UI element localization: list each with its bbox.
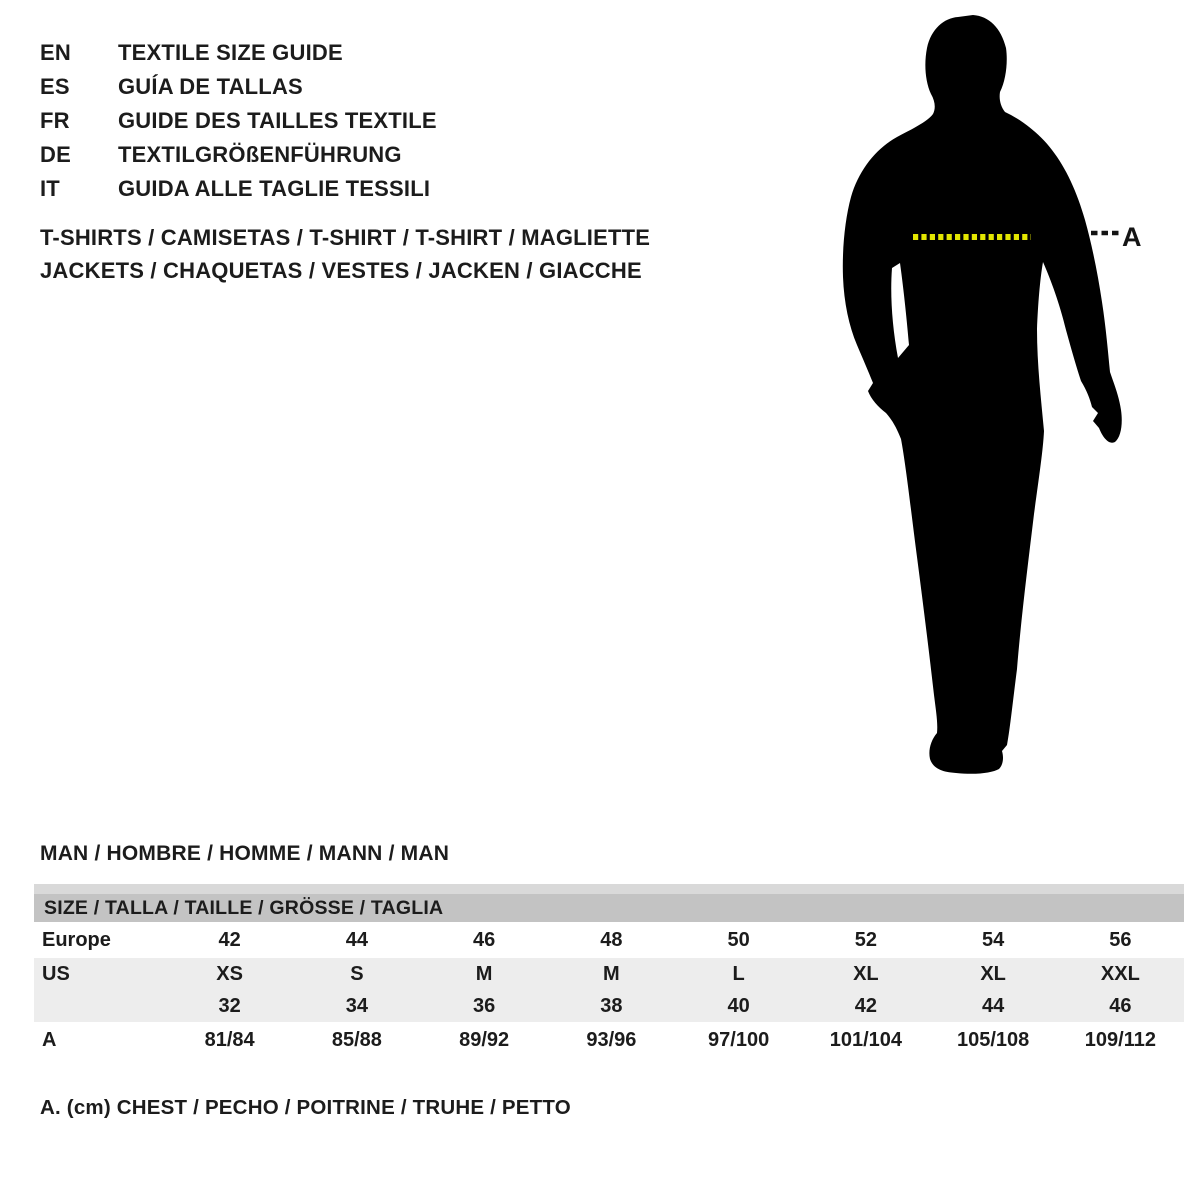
row-label: A <box>42 1028 57 1051</box>
table-cell: 32 <box>218 994 241 1017</box>
language-code: IT <box>40 176 60 201</box>
table-cell: 56 <box>1109 928 1132 951</box>
measurement-label-a: A <box>1122 222 1142 252</box>
row-label: US <box>42 962 70 985</box>
table-cell: 52 <box>854 928 877 951</box>
table-row-europe <box>34 922 1184 958</box>
table-cell: L <box>732 962 745 985</box>
language-title: TEXTILE SIZE GUIDE <box>118 40 343 65</box>
size-table-header: SIZE / TALLA / TAILLE / GRÖSSE / TAGLIA <box>34 894 1184 922</box>
table-cell: M <box>603 962 620 985</box>
table-cell: 34 <box>345 994 368 1017</box>
table-cell: 46 <box>1109 994 1132 1017</box>
table-cell: 54 <box>982 928 1005 951</box>
language-code: ES <box>40 74 70 99</box>
table-cell: 50 <box>727 928 750 951</box>
table-cell: XL <box>853 962 879 985</box>
table-cell: 46 <box>473 928 496 951</box>
table-cell: 36 <box>473 994 496 1017</box>
category-line-jackets: JACKETS / CHAQUETAS / VESTES / JACKEN / GIACCHE <box>40 258 642 283</box>
table-cell: M <box>475 962 493 985</box>
size-table <box>34 884 1184 1058</box>
language-title: GUIDE DES TAILLES TEXTILE <box>118 108 437 133</box>
language-title: TEXTILGRÖßENFÜHRUNG <box>118 142 402 167</box>
table-row-alt-size <box>34 990 1184 1022</box>
table-cell: 42 <box>218 928 241 951</box>
language-code: FR <box>40 108 70 133</box>
category-line-tshirts: T-SHIRTS / CAMISETAS / T-SHIRT / T-SHIRT / MAGLIETTE <box>40 225 651 250</box>
language-title: GUÍA DE TALLAS <box>118 74 303 99</box>
table-cell: 109/112 <box>1084 1028 1156 1051</box>
table-row-chest <box>34 1022 1184 1058</box>
table-cell: 97/100 <box>708 1028 770 1051</box>
table-cell: 40 <box>727 994 750 1017</box>
table-cell: 89/92 <box>459 1028 510 1051</box>
table-cell: 44 <box>345 928 368 951</box>
table-cell: 81/84 <box>204 1028 255 1051</box>
table-cell: XS <box>216 962 243 985</box>
table-cell: XL <box>980 962 1006 985</box>
language-title: GUIDA ALLE TAGLIE TESSILI <box>118 176 431 201</box>
row-label: Europe <box>42 928 111 951</box>
table-cell: 48 <box>600 928 623 951</box>
table-cell: XXL <box>1100 962 1140 985</box>
table-cell: 85/88 <box>331 1028 382 1051</box>
table-striped-block <box>34 958 1184 1022</box>
table-cell: 93/96 <box>586 1028 637 1051</box>
man-silhouette <box>843 15 1122 774</box>
table-row-us <box>34 958 1184 990</box>
size-table-header-strip <box>34 884 1184 894</box>
table-cell: 101/104 <box>829 1028 903 1051</box>
section-heading-man: MAN / HOMBRE / HOMME / MANN / MAN <box>40 842 450 865</box>
table-cell: S <box>350 962 364 985</box>
table-cell: 38 <box>600 994 623 1017</box>
language-code: DE <box>40 142 71 167</box>
table-cell: 105/108 <box>956 1028 1030 1051</box>
table-cell: 42 <box>854 994 877 1017</box>
measurement-footnote: A. (cm) CHEST / PECHO / POITRINE / TRUHE / PETTO <box>40 1096 571 1119</box>
language-code: EN <box>40 40 71 65</box>
table-cell: 44 <box>982 994 1005 1017</box>
